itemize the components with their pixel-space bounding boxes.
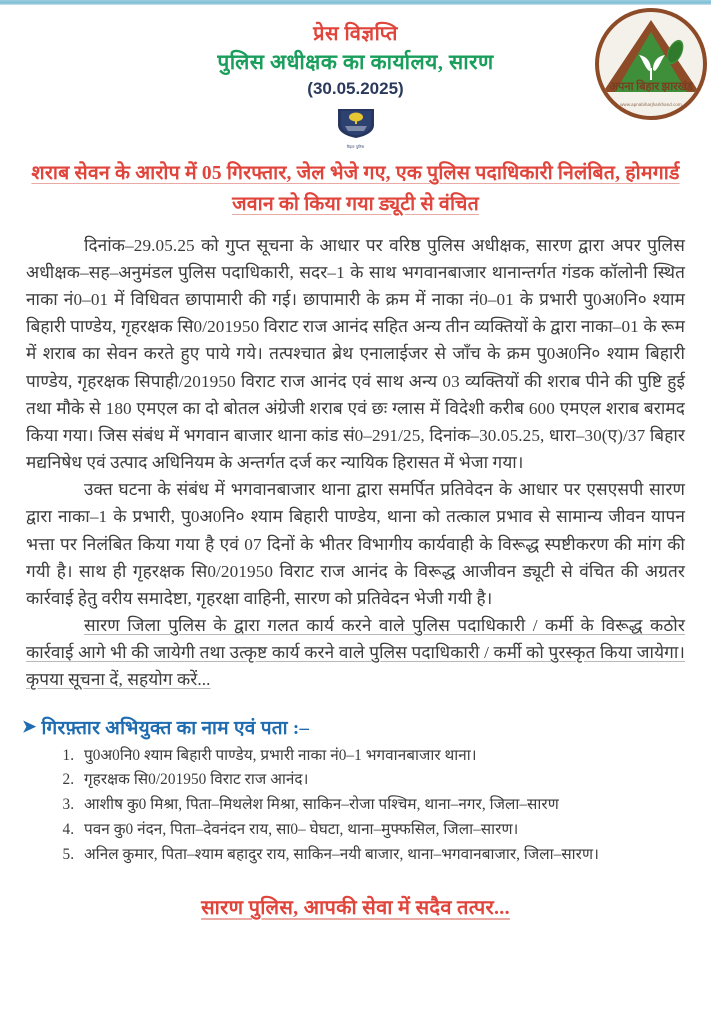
release-date: (30.05.2025) — [307, 79, 404, 99]
accused-heading-label: गिरफ़्तार अभियुक्त का नाम एवं पता :– — [41, 717, 310, 739]
accused-section-heading — [22, 714, 711, 740]
list-item: 2. गृहरक्षक सि0/201950 विराट राज आनंद। — [78, 768, 711, 793]
office-title: पुलिस अधीक्षक का कार्यालय, सारण — [217, 50, 494, 74]
document-header — [0, 0, 711, 150]
arrow-bullet-icon: ➤ — [22, 717, 37, 737]
headline: शराब सेवन के आरोप में 05 गिरफ्तार, जेल भेजे गए, एक पुलिस पदाधिकारी निलंबित, होमगार्ड जवान को किया गया ड्यूटी से वंचित — [31, 163, 680, 215]
paragraph-action: उक्त घटना के संबंध में भगवानबाजार थाना द्वारा समर्पित प्रतिवेदन के आधार पर एसएसपी सारण द्वारा नाका–1 के प्रभारी, पु0अ0नि० श्याम बिहारी पाण्डेय, थाना को तत्काल प्रभाव से सामान्य जीवन यापन भत्ता पर निलंबित किया गया है एवं 07 दिनों के भीतर विभागीय कार्यवाही के विरूद्ध स्पष्टीकरण की मांग की गयी है। साथ ही गृहरक्षक सि0/201950 विराट राज आनंद के विरूद्ध आजीवन ड्यूटी से वंचित की अग्रतर कार्रवाई हेतु वरीय समादेष्टा, गृहरक्षा वाहिनी, सारण को प्रतिवेदन भेजी गयी है। — [26, 480, 685, 608]
body-content — [26, 232, 685, 694]
emblem-caption: बिहार पुलिस — [346, 145, 365, 150]
logo-url-text: www.apnabiharjharkhand.com — [620, 102, 682, 107]
paragraph-incident: दिनांक–29.05.25 को गुप्त सूचना के आधार पर वरिष्ठ पुलिस अधीक्षक, सारण द्वारा अपर पुलिस अधीक्षक–सह–अनुमंडल पुलिस पदाधिकारी, सदर–1 के साथ भगवानबाजार थानान्तर्गत गंडक कॉलोनी स्थित नाका नं0–01 में विधिवत छापामारी की गई। छापामारी के क्रम में नाका नं0–01 के प्रभारी पु0अ0नि० श्याम बिहारी पाण्डेय, गृहरक्षक सि0/201950 विराट राज आनंद सहित अन्य तीन व्यक्तियों के द्वारा नाका–01 के रूम में शराब का सेवन करते हुए पाये गये। तत्पश्चात ब्रेथ एनालाईजर से जाँच के क्रम पु0अ0नि० श्याम बिहारी पाण्डेय, गृहरक्षक सिपाही/201950 विराट राज आनंद एवं साथ अन्य 03 व्यक्तियों की शराब पीने की पुष्टि हुई तथा मौके से 180 एमएल का दो बोतल अंग्रेजी शराब एवं छः ग्लास में विदेशी करीब 600 एमएल शराब बरामद किया गया। जिस संबंध में भगवान बाजार थाना कांड सं0–291/25, दिनांक–30.05.25, धारा–30(ए)/37 बिहार मद्यनिषेध एवं उत्पाद अधिनियम के अन्तर्गत दर्ज कर न्यायिक हिरासत में भेजा गया। — [26, 235, 685, 473]
list-item: 5. अनिल कुमार, पिता–श्याम बहादुर राय, साकिन–नयी बाजार, थाना–भगवानबाजार, जिला–सारण। — [78, 843, 711, 868]
police-shield-icon — [334, 107, 378, 139]
press-release-label: प्रेस विज्ञप्ति — [313, 23, 398, 45]
apna-bihar-jharkhand-logo — [595, 8, 707, 120]
paragraph-appeal: सारण जिला पुलिस के द्वारा गलत कार्य करने वाले पुलिस पदाधिकारी / कर्मी के विरूद्ध कठोर कार्रवाई आगे भी की जायेगी तथा उत्कृष्ट कार्य करने वाले पुलिस पदाधिकारी / कर्मी को पुरस्कृत किया जायेगा। कृपया सूचना दें, सहयोग करें... — [26, 616, 685, 690]
closing-slogan: सारण पुलिस, आपकी सेवा में सदैव तत्पर... — [201, 897, 510, 920]
logo-name-text: अपना बिहार झारखंड — [609, 81, 693, 93]
list-item: 4. पवन कु0 नंदन, पिता–देवनंदन राय, सा0– घेघटा, थाना–मुफ्फसिल, जिला–सारण। — [78, 818, 711, 843]
accused-list — [0, 744, 711, 868]
list-item: 1. पु0अ0नि0 श्याम बिहारी पाण्डेय, प्रभारी नाका नं0–1 भगवानबाजार थाना। — [78, 744, 711, 769]
bihar-police-emblem — [334, 107, 378, 150]
list-item: 3. आशीष कु0 मिश्रा, पिता–मिथलेश मिश्रा, साकिन–रोजा पश्चिम, थाना–नगर, जिला–सारण — [78, 793, 711, 818]
